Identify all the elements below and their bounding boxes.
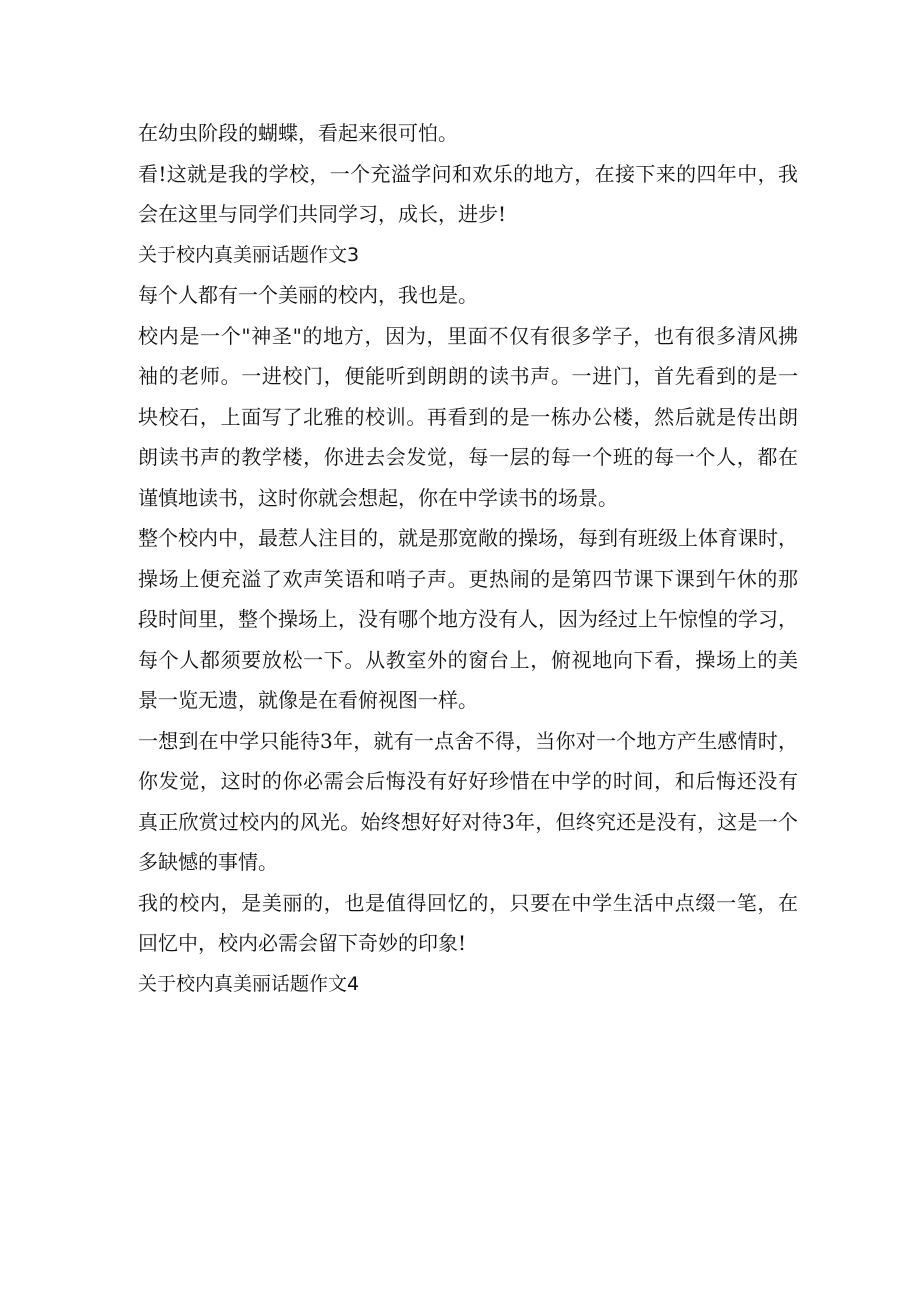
paragraph-4 [138,316,798,519]
heading-line: 关于校内真美丽话题作文3 [138,243,360,266]
text-line: 谨慎地读书，这时你就会想起，你在中学读书的场景。 [138,485,618,510]
text-line: 在幼虫阶段的蝴蝶，看起来很可怕。 [138,121,458,145]
paragraph-2 [138,154,798,235]
text-line: 真正欣赏过校内的风光。始终想好好对待3年，但终究还是没有，这是一个 [138,809,798,834]
text-line: 朗读书声的教学楼，你进去会发觉，每一层的每一个班的每一个人，都在 [138,445,798,469]
paragraph-3 [138,275,798,316]
text-line: 看!这就是我的学校，一个充溢学问和欢乐的地方，在接下来的四年中，我 [138,161,798,186]
text-line: 多缺憾的事情。 [138,850,278,874]
text-line: 每个人都有一个美丽的校内，我也是。 [138,283,478,307]
text-line: 会在这里与同学们共同学习，成长，进步! [138,202,507,226]
text-line: 你发觉，这时的你必需会后悔没有好好珍惜在中学的时间，和后悔还没有 [138,769,798,793]
section-heading-4 [138,964,798,1005]
section-heading-3 [138,235,798,276]
paragraph-6 [138,721,798,883]
document-body [138,113,798,1004]
text-line: 校内是一个"神圣"的地方，因为，里面不仅有很多学子，也有很多清风拂 [138,323,798,348]
text-line: 整个校内中，最惹人注目的，就是那宽敞的操场，每到有班级上体育课时， [138,526,798,550]
paragraph-1 [138,113,798,154]
paragraph-5 [138,518,798,721]
text-line: 回忆中，校内必需会留下奇妙的印象! [138,931,467,955]
text-line: 段时间里，整个操场上，没有哪个地方没有人，因为经过上午惊惶的学习， [138,607,798,631]
paragraph-7 [138,883,798,964]
text-line: 一想到在中学只能待3年，就有一点舍不得，当你对一个地方产生感情时， [138,728,798,753]
text-line: 每个人都须要放松一下。从教室外的窗台上，俯视地向下看，操场上的美 [138,647,798,672]
text-line: 我的校内，是美丽的，也是值得回忆的，只要在中学生活中点缀一笔，在 [138,890,798,915]
heading-line: 关于校内真美丽话题作文4 [138,972,360,995]
text-line: 袖的老师。一进校门，便能听到朗朗的读书声。一进门，首先看到的是一 [138,364,798,388]
text-line: 操场上便充溢了欢声笑语和哨子声。更热闹的是第四节课下课到午休的那 [138,566,798,591]
text-line: 块校石，上面写了北雅的校训。再看到的是一栋办公楼，然后就是传出朗 [138,404,798,429]
text-line: 景一览无遗，就像是在看俯视图一样。 [138,688,478,712]
